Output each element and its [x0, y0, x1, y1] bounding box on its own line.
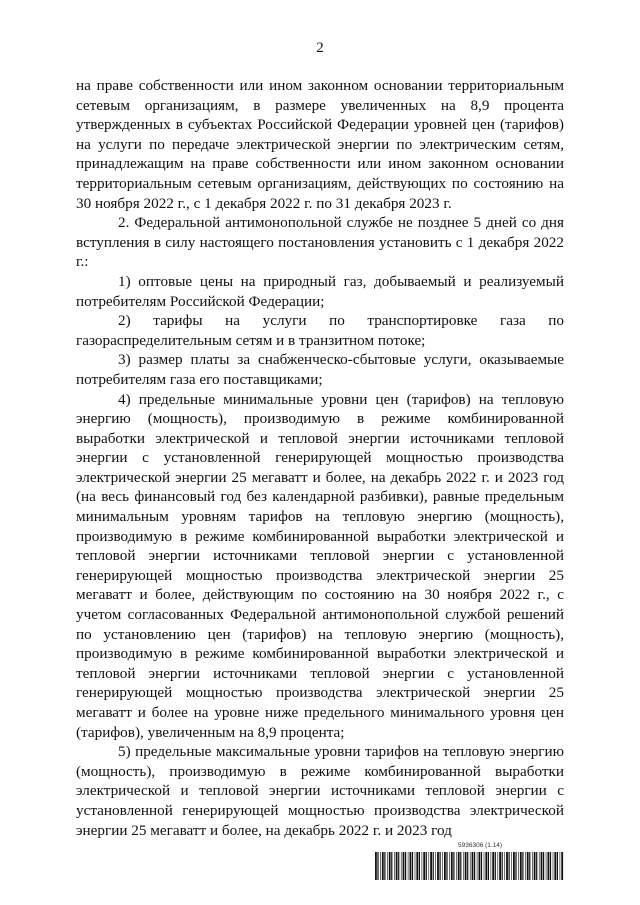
list-item: 2) тарифы на услуги по транспортировке газа по газораспределительным сетям и в транзитном потоке;: [76, 312, 564, 349]
paragraph: на праве собственности или ином законном основании территориальным сетевым организациям, в размере увеличенных на 8,9 процента утвержденных в субъектах Российской Федерации уровней цен (тарифов) на услуги по передаче электрической энергии по электрическим сетям, принадлежащим на праве собственности или ином законном основании территориальным сетевым организациям, действующих по состоянию на 30 ноября 2022 г., с 1 декабря 2022 г. по 31 декабря 2023 г.: [76, 77, 564, 212]
list-item: 3) размер платы за снабженческо-сбытовые услуги, оказываемые потребителям газа его поставщиками;: [76, 351, 564, 388]
document-body: [76, 76, 564, 840]
paragraph: 2. Федеральной антимонопольной службе не позднее 5 дней со дня вступления в силу настоящего постановления установить с 1 декабря 2022 г.:: [76, 214, 564, 271]
list-item: 4) предельные минимальные уровни цен (тарифов) на тепловую энергию (мощность), производимую в режиме комбинированной выработки электрической и тепловой энергии источниками тепловой энергии с установленной генерирующей мощностью производства электрической энергии 25 мегаватт и более, на декабрь 2022 г. и 2023 год (на весь финансовый год без календарной разбивки), равные предельным минимальным уровням тарифов на тепловую энергию (мощность), производимую в режиме комбинированной выработки электрической и тепловой энергии источниками тепловой энергии с установленной генерирующей мощностью производства электрической энергии 25 мегаватт и более, действующим по состоянию на 30 ноября 2022 г., с учетом согласованных Федеральной антимонопольной службой решений по установлению цен (тарифов) на тепловую энергию (мощность), производимую в режиме комбинированной выработки электрической и тепловой энергии источниками тепловой энергии с установленной генерирующей мощностью производства электрической энергии 25 мегаватт и более на уровне ниже предельного минимального уровня цен (тарифов), увеличенным на 8,9 процента;: [76, 390, 564, 741]
barcode-id: 5936306 (1.14): [458, 842, 503, 849]
list-item: 5) предельные максимальные уровни тарифов на тепловую энергию (мощность), производимую в режиме комбинированной выработки электрической и тепловой энергии источниками тепловой энергии с установленной генерирующей мощностью производства электрической энергии 25 мегаватт и более, на декабрь 2022 г. и 2023 год: [76, 743, 564, 839]
barcode-image: [375, 852, 565, 880]
list-item: 1) оптовые цены на природный газ, добываемый и реализуемый потребителям Российской Федерации;: [76, 272, 564, 310]
page-number: 2: [316, 40, 324, 56]
